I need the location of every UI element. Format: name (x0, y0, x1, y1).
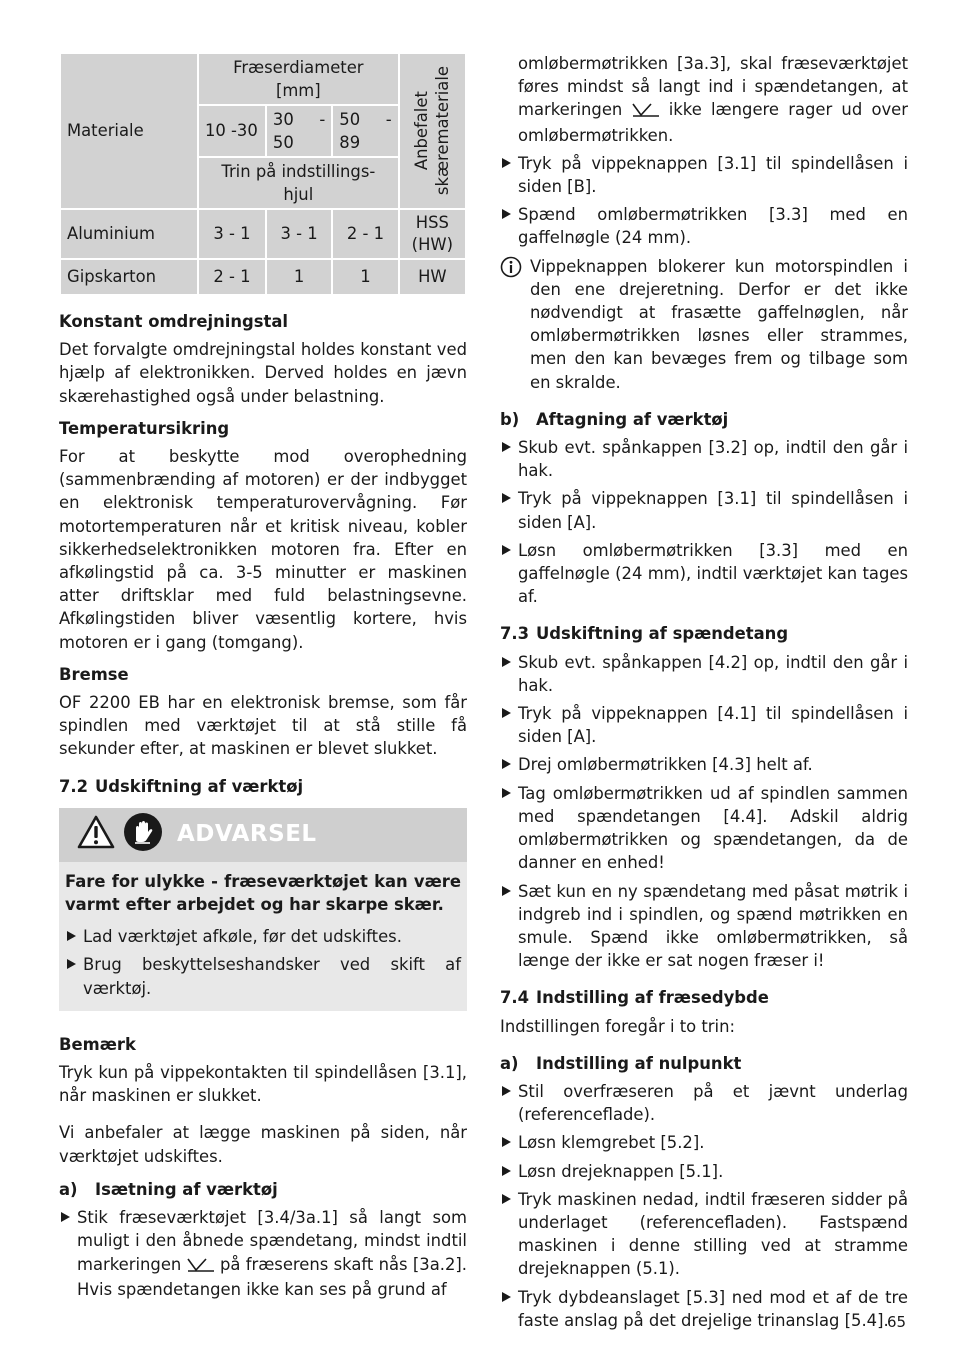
row-value: 2 - 1 (198, 259, 266, 295)
warning-triangle-icon (77, 815, 115, 855)
anbefaler-text: Vi anbefaler at lægge maskinen på siden, når værktøjet udskiftes. (59, 1123, 467, 1166)
row-value: 2 - 1 (332, 209, 398, 259)
right-column (500, 52, 908, 1337)
temp-text: For at beskytte mod overophedning (sammenbrænding af motoren) er der indbygget en elektronisk temperaturovervågning. Før motortemperaturen når et kritisk niveau, kobler sikkerhedselektronikken motoren fra. Efter en afkølingstid på ca. 3-5 minutter er maskinen atter driftsklar med fuld belastningsevne. Afkølingstiden bliver væsentlig kortere, hvis motoren er i gang (tomgang). (59, 447, 467, 652)
konstant-text: Det forvalgte omdrejningstal holdes konstant ved hjælp af elektronikken. Derved holdes en jævn skærehastighed også under belastning. (59, 340, 467, 406)
list-item: Sæt kun en ny spændetang med påsat møtrik i indgreb ind i spindlen, og spænd møtrikken en smule. Spænd ikke omløbermøtrikken, så længe der ikke er sat nogen fræser i! (500, 880, 908, 973)
header-diameter-3: 50 - 89 (332, 105, 398, 157)
info-text: Vippeknappen blokerer kun motorspindlen i den ene drejeretning. Derfor er det ikke nødvendigt at frasætte gaffelnøglen, når omløbermøtrikken løsnes eller strammes, men den kan bevæges frem og tilbage som en skralde. (530, 256, 908, 392)
list-item: Tryk dybdeanslaget [5.3] ned mod et af de tre faste anslag på det drejelige trinanslag [5.4]. (500, 1286, 908, 1332)
list-item: Tryk på vippeknappen [3.1] til spindellåsen i siden [B]. (500, 152, 908, 198)
list-item: Stik fræseværktøjet [3.4/3a.1] så langt som muligt i den åbnede spændetang, mindst indtil markeringen på fræserens skaft nås [3a.2]. Hvis spændetangen ikke kan ses på grund af (59, 1206, 467, 1301)
list-item: Løsn klemgrebet [5.2]. (500, 1131, 908, 1154)
marking-symbol-icon (187, 1255, 215, 1278)
list-item: Tryk maskinen nedad, indtil fræseren sidder på underlaget (referencefladen). Fastspænd maskinen i denne stilling ved at stramme drejeknappen (5.1). (500, 1188, 908, 1281)
page-number: 65 (887, 1313, 907, 1331)
list-item: Lad værktøjet afkøle, før det udskiftes. (65, 925, 461, 948)
section-7-2-heading: 7.2 Udskiftning af værktøj (59, 776, 304, 796)
warning-title: ADVARSEL (177, 821, 317, 848)
zero-point-heading: a) Indstilling af nulpunkt (500, 1053, 742, 1073)
bemaerk-title: Bemærk (59, 1034, 136, 1054)
row-material: Gipskarton (60, 259, 198, 295)
list-item: Spænd omløbermøtrikken [3.3] med en gaffelnøgle (24 mm). (500, 203, 908, 249)
list-item: Skub evt. spånkappen [3.2] op, indtil den går i hak. (500, 436, 908, 482)
warning-box (59, 808, 467, 1011)
row-recommended: HW (399, 259, 466, 295)
row-material: Aluminium (60, 209, 198, 259)
remove-tool-heading: b) Aftagning af værktøj (500, 409, 729, 429)
konstant-title: Konstant omdrejningstal (59, 312, 289, 331)
info-note (500, 255, 908, 394)
bremse-title: Bremse (59, 664, 129, 684)
list-item: Skub evt. spånkappen [4.2] op, indtil den går i hak. (500, 651, 908, 697)
collet-bullets (500, 651, 908, 973)
header-trin: Trin på indstillings- hjul (198, 157, 399, 209)
row-value: 3 - 1 (198, 209, 266, 259)
bremse-text: OF 2200 EB har en elektronisk bremse, som får spindlen med værktøjet til at stå stille få sekunder efter, at maskinen er blevet slukket. (59, 693, 467, 759)
warning-body (59, 862, 467, 1011)
list-item: Tryk på vippeknappen [3.1] til spindellåsen i siden [A]. (500, 487, 908, 533)
section-7-3-heading: 7.3 Udskiftning af spændetang (500, 624, 789, 644)
header-anbefalet: Anbefalet skæremateriale (399, 53, 466, 209)
list-item: Stil overfræseren på et jævnt underlag (referenceflade). (500, 1080, 908, 1126)
list-item: Løsn drejeknappen [5.1]. (500, 1160, 908, 1183)
warning-bullets (65, 925, 461, 1000)
protective-gloves-icon (123, 812, 163, 858)
info-icon (500, 255, 530, 394)
remove-tool-bullets (500, 436, 908, 608)
row-value: 1 (332, 259, 398, 295)
header-diameter-1: 10 -30 (198, 105, 266, 157)
material-table (59, 52, 467, 296)
list-item: Drej omløbermøtrikken [4.3] helt af. (500, 753, 908, 776)
header-materiale: Materiale (60, 53, 198, 209)
header-fraeserdiameter: Fræserdiameter [mm] (198, 53, 399, 105)
list-item: Tag omløbermøtrikken ud af spindlen sammen med spændetangen [4.4]. Adskil aldrig omløbermøtrikken og spændetangen, da de danner en enhed! (500, 782, 908, 875)
marking-symbol-icon (632, 100, 660, 123)
row-value: 1 (266, 259, 332, 295)
continued-text: omløbermøtrikken [3a.3], skal fræseværktøjet føres mindst så langt ind i spændetangen, at markeringen ikke længere rager ud over omløbermøtrikken. (518, 54, 908, 145)
list-item: Løsn omløbermøtrikken [3.3] med en gaffelnøgle (24 mm), indtil værktøjet kan tages af. (500, 539, 908, 609)
zero-point-bullets (500, 1080, 908, 1332)
row-value: 3 - 1 (266, 209, 332, 259)
section-7-4-heading: 7.4 Indstilling af fræsedybde (500, 988, 769, 1008)
bemaerk-text: Tryk kun på vippekontakten til spindellåsen [3.1], når maskinen er slukket. (59, 1063, 467, 1106)
list-item: Tryk på vippeknappen [4.1] til spindellåsen i siden [A]. (500, 702, 908, 748)
list-item: Brug beskyttelseshandsker ved skift af værktøj. (65, 953, 461, 999)
row-recommended: HSS (HW) (399, 209, 466, 259)
insert-tool-bullets-continued (500, 152, 908, 250)
temp-title: Temperatursikring (59, 418, 230, 438)
warning-text: Fare for ulykke - fræseværktøjet kan være varmt efter arbejdet og har skarpe skær. (65, 871, 461, 915)
insert-tool-heading: a) Isætning af værktøj (59, 1179, 278, 1199)
section-7-4-text: Indstillingen foregår i to trin: (500, 1016, 735, 1036)
warning-header (59, 808, 467, 862)
insert-tool-bullets (59, 1206, 467, 1301)
header-diameter-2: 30 - 50 (266, 105, 332, 157)
left-column (59, 52, 467, 1306)
